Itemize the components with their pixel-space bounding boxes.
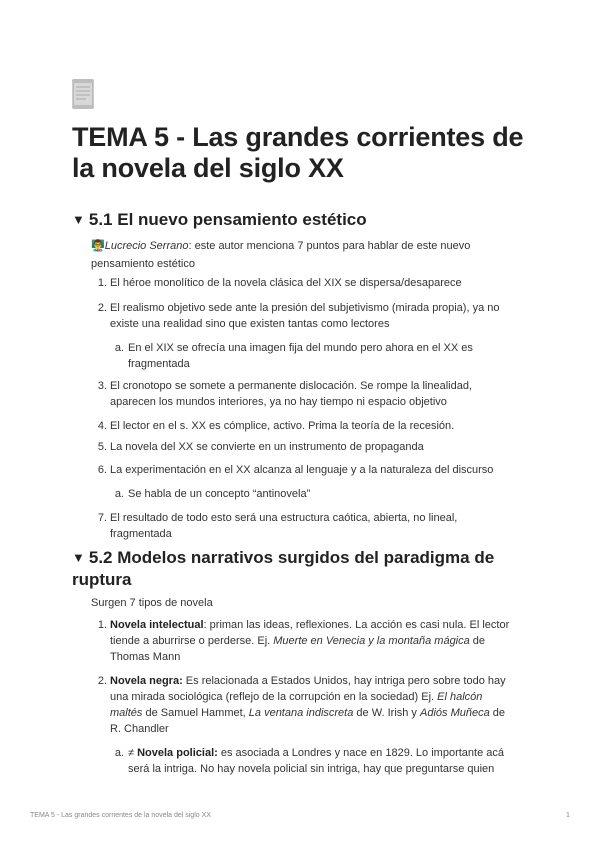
list-subitem: En el XIX se ofrecía una imagen fija del mundo pero ahora en el XX es xyxy=(128,342,473,354)
teacher-emoji-icon: 👨‍🏫 xyxy=(91,240,105,252)
list-item: El resultado de todo esto será una estructura caótica, abierta, no lineal, xyxy=(110,512,458,524)
section-heading-5-2[interactable] xyxy=(72,547,494,569)
page-title: TEMA 5 - Las grandes corrientes de la novela del siglo XX xyxy=(72,122,524,183)
footer-title: TEMA 5 - Las grandes corrientes de la novela del siglo XX xyxy=(30,812,211,819)
list-item: Novela intelectual: priman las ideas, reflexiones. La acción es casi nula. El lector xyxy=(110,619,510,631)
list-subitem: ≠ Novela policial: es asociada a Londres y nace en 1829. Lo importante acá xyxy=(128,747,504,759)
list-subitem: Se habla de un concepto “antinovela” xyxy=(128,488,311,500)
list-number: 3. xyxy=(97,380,107,392)
list-item: El cronotopo se somete a permanente dislocación. Se rompe la linealidad, xyxy=(110,380,472,392)
list-item: El realismo objetivo sede ante la presión del subjetivismo (mirada propia), ya no xyxy=(110,302,500,314)
list-number: 7. xyxy=(97,512,107,524)
section-heading-text: 5.2 Modelos narrativos surgidos del paradigma de xyxy=(88,548,495,567)
section1-intro: 👨‍🏫Lucrecio Serrano: este autor menciona 7 puntos para hablar de este nuevo xyxy=(91,240,471,252)
list-item: La experimentación en el XX alcanza al lenguaje y a la naturaleza del discurso xyxy=(110,464,494,476)
not-equal-icon: ≠ xyxy=(128,747,138,759)
list-number: 2. xyxy=(97,302,107,314)
list-item: El lector en el s. XX es cómplice, activo. Prima la teoría de la recesión. xyxy=(110,420,455,432)
toggle-triangle-icon[interactable]: ▼ xyxy=(72,212,85,227)
section1-intro-line2: pensamiento estético xyxy=(91,258,195,270)
list-item-cont: aparecen los mundos interiores, ya no hay tiempo ni espacio objetivo xyxy=(110,396,447,408)
section-heading-5-2-line2: ruptura xyxy=(72,570,132,589)
list-item: Novela negra: Es relacionada a Estados Unidos, hay intriga pero sobre todo hay xyxy=(110,675,506,687)
list-item-cont: R. Chandler xyxy=(110,723,169,735)
list-letter: a. xyxy=(114,488,124,500)
list-subitem-cont: será la intriga. No hay novela policial sin intriga, hay que preguntarse quien xyxy=(128,763,495,775)
list-letter: a. xyxy=(114,747,124,759)
author-name: Lucrecio Serrano xyxy=(104,240,189,252)
section-heading-5-1[interactable] xyxy=(72,209,367,231)
list-item-cont: Thomas Mann xyxy=(110,651,181,663)
scroll-icon xyxy=(72,78,94,110)
list-item-cont: fragmentada xyxy=(110,528,172,540)
list-item-cont: tiende a aburrirse o perderse. Ej. Muerte en Venecia y la montaña mágica de xyxy=(110,635,486,647)
list-item-cont: una mirada sociológica (reflejo de la corrupción en la sociedad) Ej. El halcón xyxy=(110,691,483,703)
list-number: 1. xyxy=(97,619,107,631)
list-number: 6. xyxy=(97,464,107,476)
list-item-cont: existe una realidad sino que existen tantas como lectores xyxy=(110,318,390,330)
list-item: El héroe monolítico de la novela clásica del XIX se dispersa/desaparece xyxy=(110,277,462,289)
list-letter: a. xyxy=(114,342,124,354)
list-item-cont: maltés de Samuel Hammet, La ventana indiscreta de W. Irish y Adiós Muñeca de xyxy=(110,707,506,719)
list-subitem-cont: fragmentada xyxy=(128,358,190,370)
section-heading-text: 5.1 El nuevo pensamiento estético xyxy=(88,210,367,229)
list-number: 2. xyxy=(97,675,107,687)
page-number: 1 xyxy=(566,812,570,819)
section2-intro: Surgen 7 tipos de novela xyxy=(91,597,213,609)
list-number: 4. xyxy=(97,420,107,432)
list-number: 5. xyxy=(97,441,107,453)
list-item: La novela del XX se convierte en un instrumento de propaganda xyxy=(110,441,424,453)
list-number: 1. xyxy=(97,277,107,289)
toggle-triangle-icon[interactable]: ▼ xyxy=(72,550,85,565)
